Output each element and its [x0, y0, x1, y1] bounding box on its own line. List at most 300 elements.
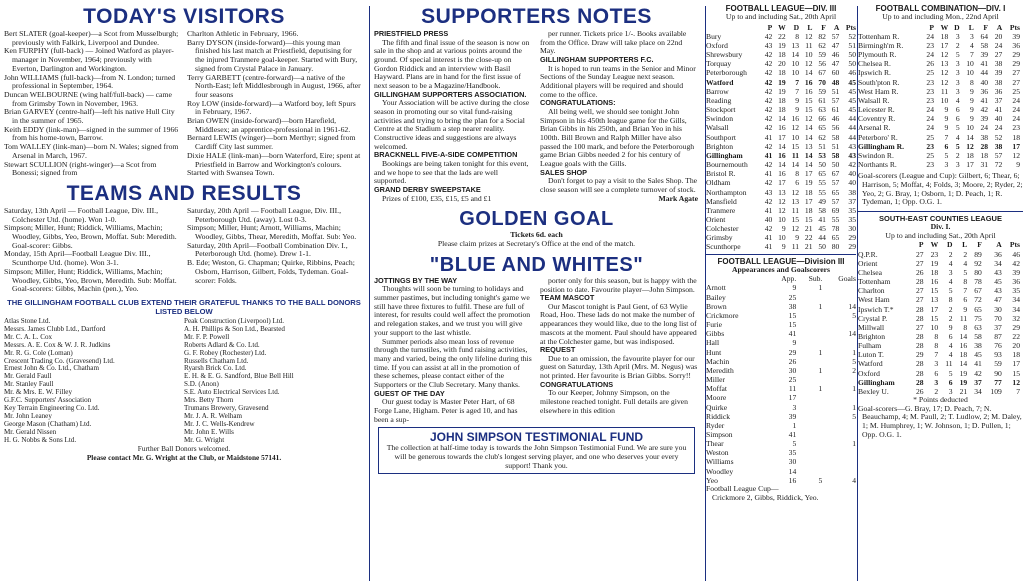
table-cell: 67 [831, 169, 840, 179]
table-cell: 10 [804, 50, 813, 60]
table-cell: 9 [944, 105, 949, 115]
table-cell: 34 [1012, 304, 1020, 314]
table-cell: 9 [970, 86, 974, 96]
table-col-header: W [930, 240, 939, 250]
table-cell: 13 [930, 295, 939, 305]
scorer-row [706, 329, 856, 338]
table-cell: 36 [1012, 277, 1020, 287]
scorer-cell [796, 320, 822, 329]
notes-signoff: Mark Agate [658, 193, 698, 203]
player-name: Woodley [706, 466, 734, 476]
table-row [706, 151, 856, 160]
table-cell: 26 [915, 267, 924, 277]
team-name: Brighton [858, 331, 886, 341]
table-row [706, 123, 856, 132]
table-cell: 67 [974, 286, 982, 296]
table-cell: 15 [791, 214, 800, 224]
table-cell: 38 [994, 59, 1003, 69]
table-cell: 109 [990, 386, 1002, 396]
table-row [706, 41, 856, 50]
table-cell: 29 [1012, 322, 1020, 332]
table-row [858, 78, 1020, 87]
table-cell: 7 [934, 350, 939, 360]
scorer-cell: 25 [788, 292, 797, 302]
table-row [858, 277, 1020, 286]
table-cell: 18 [930, 267, 939, 277]
section-label: GILLINGHAM SUPPORTERS ASSOCIATION. [374, 89, 527, 99]
donors-right [184, 318, 359, 445]
scorer-row [706, 338, 856, 347]
table-cell: 6 [795, 178, 800, 188]
table-cell: 9 [795, 95, 800, 105]
table-cell: 18 [778, 50, 786, 60]
table-cell: 49 [818, 196, 826, 206]
scorer-cell: 4 [852, 475, 856, 485]
table-cell: 78 [974, 277, 982, 287]
player-name: Moore [706, 393, 727, 403]
southeast-heading: SOUTH-EAST COUNTIES LEAGUE [879, 214, 1002, 224]
table-cell: 59 [994, 359, 1002, 369]
table-cell: 15 [804, 105, 813, 115]
team-name: Peterboro' R. [858, 132, 898, 142]
scorer-cell [796, 393, 822, 402]
scorer-row [706, 293, 856, 302]
table-cell: 14 [959, 359, 968, 369]
table-row [858, 359, 1020, 368]
table-cell: 63 [818, 105, 826, 115]
notes-col-1 [374, 30, 532, 203]
table-row [858, 314, 1020, 323]
table-cell: 9 [944, 123, 949, 133]
section-text: To our Keeper, Johnny Simpson, on the milestone reached tonight. Full details are given elsewhere in this edition [540, 388, 688, 415]
team-name: Fulham [858, 341, 882, 351]
table-cell: 25 [926, 132, 935, 142]
team-name: Bury [706, 31, 722, 41]
table-cell: 15 [804, 95, 813, 105]
scorer-cell: 29 [788, 347, 797, 357]
donor-name: S.E. Auto Electrical Services Ltd. [184, 388, 280, 397]
table-row [706, 188, 856, 197]
table-cell: 41 [764, 150, 773, 160]
table-cell: 6 [934, 368, 939, 378]
table-cell: 9 [944, 114, 949, 124]
table-cell: 41 [764, 132, 773, 142]
table-cell: 55 [818, 187, 826, 197]
table-cell: 44 [848, 123, 856, 133]
table-cell: 46 [831, 50, 840, 60]
scorer-cell [822, 448, 856, 457]
team-name: West Ham R. [858, 86, 899, 96]
donors-footer-1: Further Ball Donors welcomed. [137, 444, 231, 454]
table-cell: 90 [994, 368, 1002, 378]
table-row [858, 250, 1020, 259]
table-cell: 27 [994, 50, 1003, 60]
table-row [706, 96, 856, 105]
table-cell: 14 [804, 132, 813, 142]
table-cell: 67 [818, 68, 826, 78]
table-cell: 13 [791, 41, 800, 51]
table-cell: 59 [818, 50, 826, 60]
blue-col-1 [374, 277, 532, 425]
table-cell: 42 [974, 368, 982, 378]
column-1 [0, 0, 368, 462]
table-cell: 19 [959, 377, 968, 387]
table-cell: 92 [974, 258, 982, 268]
donor-name: Mr. Gerald Faull [4, 372, 52, 381]
table-cell: 42 [764, 160, 773, 170]
table-cell: 12 [791, 123, 800, 133]
table-cell: 65 [818, 123, 826, 133]
visitor-entry: Charlton Athletic in February, 1966. [187, 29, 299, 38]
donor-name: Messrs. James Clubb Ltd., Dartford [4, 324, 106, 333]
table-row [706, 50, 856, 59]
scorer-cell: 15 [788, 310, 797, 320]
table-cell: 16 [791, 114, 800, 124]
table-cell: 37 [994, 95, 1003, 105]
table-cell: 28 [915, 368, 924, 378]
team-name: Oldham [706, 178, 731, 188]
scorer-cell: 11 [788, 384, 797, 394]
scorer-cell [822, 320, 856, 329]
table-cell: 20 [778, 59, 786, 69]
table-row [858, 259, 1020, 268]
scorer-cell [822, 283, 856, 292]
table-cell: 27 [915, 295, 924, 305]
table-cell: 13 [940, 59, 949, 69]
player-name: Furie [706, 320, 723, 330]
table-cell: 17 [1012, 359, 1020, 369]
table-cell: 12 [791, 187, 800, 197]
table-cell: 19 [778, 41, 786, 51]
table-cell: 42 [764, 68, 773, 78]
table-cell: 10 [778, 214, 786, 224]
scorer-cell [796, 375, 822, 384]
team-name: Bournemouth [706, 160, 748, 170]
table-cell: 42 [764, 196, 773, 206]
scorers-col-sub: Sub. [808, 274, 823, 284]
table-cell: 12 [966, 141, 974, 151]
table-cell: 60 [831, 68, 840, 78]
table-cell: 10 [930, 322, 939, 332]
table-cell: 39 [1012, 31, 1020, 41]
donor-name: S.D. (Anon) [184, 380, 219, 389]
league-table-body [706, 32, 856, 252]
table-cell: 14 [778, 141, 786, 151]
table-cell: 28 [915, 277, 924, 287]
table-cell: 5 [948, 286, 953, 296]
table-cell: 18 [1012, 132, 1020, 142]
donor-name: Mr. John Leaney [4, 411, 52, 420]
visitor-entry: Roy LOW (inside-forward)—a Watford boy, left Spurs in February, 1967. [187, 98, 356, 117]
donor-name: Ryarsh Brick Co. Ltd. [184, 364, 247, 373]
table-cell: 12 [791, 224, 800, 234]
team-name: Ipswich T.* [858, 304, 894, 314]
team-name: Northampton [706, 187, 747, 197]
player-name: Williams [706, 457, 734, 467]
donor-name: Messrs. A. E. Cox & W. J. R. Judkins [4, 340, 111, 349]
table-cell: 8 [934, 331, 939, 341]
section-label: REQUEST [540, 345, 576, 355]
table-cell: 6 [955, 105, 960, 115]
table-cell: 12 [1012, 377, 1020, 387]
table-cell: 34 [994, 258, 1002, 268]
team-name: Charlton [858, 286, 885, 296]
table-cell: 9 [970, 95, 974, 105]
scorer-cell: 1 [818, 384, 823, 394]
table-cell: 57 [994, 150, 1003, 160]
table-cell: 3 [955, 77, 960, 87]
team-name: Orient [706, 214, 726, 224]
table-row [858, 114, 1020, 123]
team-name: Leicester R. [858, 105, 895, 115]
table-cell: 23 [926, 41, 935, 51]
visitor-entry: Stewart SCULLION (right-winger)—a Scot from Bonessi; signed from [4, 159, 157, 178]
result-entry: Simpson; Miller, Hunt; Arnott, Williams, Machin; Woodley, Gibbs, Thear, Meredith, Moffat. Sub: Yeo. [187, 223, 357, 242]
table-cell: 45 [848, 95, 856, 105]
table-col-header: F [983, 22, 989, 32]
section-text: The fifth and final issue of the season is now on sale in the shop and at various points around the ground. Of special interest is the close-up on Gordon Riddick and an interview with Basil Hayward. Plans are in hand for the first issue of next season to be a Magazine/Handbook. [374, 37, 530, 91]
table-cell: 51 [831, 141, 840, 151]
table-cell: 65 [818, 169, 826, 179]
table-cell: 21 [804, 242, 813, 252]
table-cell: 4 [963, 258, 968, 268]
table-cell: 89 [974, 249, 982, 259]
golden-tickets: Tickets 6d. each [510, 230, 563, 240]
table-row [858, 378, 1020, 387]
table-cell: 26 [915, 386, 924, 396]
table-cell: 80 [974, 267, 982, 277]
donor-name: Mr. Gerald Nissen [4, 427, 57, 436]
table-col-header: A [996, 240, 1002, 250]
teams-heading: TEAMS AND RESULTS [66, 181, 302, 205]
section-text: Thoughts will soon be turning to holidays and summer pastimes, but including tonight's game we still have three fixtures to fulfil. These are full of interest, for results could well affect the promotion and relegation stakes, and we trust you will give your support to the last whistle. [374, 284, 531, 337]
table-cell: 6 [963, 295, 968, 305]
table-cell: 11 [791, 205, 800, 215]
visitors-left [4, 30, 179, 178]
section-label: JOTTINGS BY THE WAY [374, 275, 458, 285]
table-cell: 19 [930, 258, 939, 268]
result-entry: Saturday, 13th April — Football League, Div. III., Colchester Utd. (home). Won 1-0. [4, 205, 159, 224]
combination-heading: FOOTBALL COMBINATION—DIV. I [875, 4, 1006, 13]
result-entry: Saturday, 20th April — Football League, Div. III., Peterborough Utd. (away). Lost 0-3. [187, 205, 342, 224]
team-name: South'pton R. [858, 77, 900, 87]
team-name: Oxford [706, 41, 728, 51]
scorer-cell: 1 [852, 402, 856, 412]
scorer-cell: 41 [788, 329, 797, 339]
southeast-scorers: Goal-scorers—G. Bray, 17; D. Peach, 7; N. Beauchamp, 4; M. Paull, 2; T. Ludlow, 2; M. Daley, 1; M. Humphrey, 1; W. Johnson, 1; D. Pullen, 1; Opp. O.G. 1. [858, 403, 1022, 439]
scorer-cell: 1 [792, 420, 797, 430]
scorer-cell: 5 [852, 356, 856, 366]
table-cell: 82 [818, 31, 826, 41]
table-cell: 43 [848, 141, 856, 151]
donor-name: Mr. R. G. Cole (Loman) [4, 348, 73, 357]
player-name: Yeo [706, 475, 718, 485]
table-cell: 23 [926, 95, 935, 105]
table-cell: 3 [970, 31, 974, 41]
table-cell: 41 [764, 233, 773, 243]
table-cell: 18 [778, 95, 786, 105]
table-row [858, 68, 1020, 77]
player-name: Ryder [706, 420, 725, 430]
blue-col-2 [540, 277, 698, 425]
team-name: Orient [858, 258, 878, 268]
result-entry: Monday, 15th April—Football League Div. III., Scunthorpe Utd. (home). Won 3-1. [4, 249, 151, 268]
table-cell: 14 [778, 160, 786, 170]
combination-scorers: Goal-scorers (League and Cup): Gilbert, 6; Thear, 6; Harrison, 5; Moffat, 4; Folds, 3; Moore, 2; Ryder, 2; Yeo, 2; G. Bray, 1; Osborn, 1; D. Peach, 1; R. Tydeman, 1; Opp. O.G. 1. [858, 171, 1023, 207]
table-cell: 18 [940, 31, 949, 41]
section-text: All being well, we should see tonight John Simpson in his 450th league game for the Gills, Brian Gibbs in his 250th, and Brian Yeo in his 100th. Bill Brown and Ralph Miller have also passed the 100 mark, and before the Peterborough game Brian Gibbs needed 2 for his century of League goals with the Gills. [540, 106, 695, 169]
table-cell: 23 [926, 77, 935, 87]
table-cell: 16 [804, 77, 813, 87]
table-cell: 29 [1012, 59, 1020, 69]
table-cell: 12 [804, 31, 813, 41]
donor-name: Mr. J. C. Wells-Kendrew [184, 419, 255, 428]
scorers-table-body [706, 283, 856, 484]
scorer-row [706, 320, 856, 329]
table-cell: 6 [948, 331, 953, 341]
section-text: porter only for this season, but is happy with the position to date. Favourite player—John Simpson. [540, 275, 697, 294]
table-row [858, 133, 1020, 142]
table-cell: 42 [764, 86, 773, 96]
section-label: SALES SHOP [540, 167, 588, 177]
table-cell: 50 [818, 242, 826, 252]
donors-footer [0, 445, 368, 462]
table-cell: 50 [848, 59, 856, 69]
visitor-entry: Ken FURPHY (full-back) — Joined Watford as player-manager in November, 1964; previously with Everton, Darlington and Workington. [4, 46, 174, 73]
player-name: Riddick [706, 411, 731, 421]
team-name: Southport [706, 132, 736, 142]
result-entry: B. Ede; Weston, G. Chapman; Quirke, Ribbins, Peach; Osborn, Harrison, Gilbert, Folds, Tydeman. Goal-scorer: Folds. [187, 258, 355, 285]
table-cell: 8 [963, 322, 968, 332]
table-cell: 10 [966, 59, 974, 69]
table-cell: 69 [831, 205, 840, 215]
table-col-header: D [954, 22, 960, 32]
column-3 [706, 0, 856, 502]
donor-name: Trumans Brewery, Gravesend [184, 403, 269, 412]
scorers-col-goals: Goals [838, 274, 856, 284]
scorer-cell: 1 [818, 365, 823, 375]
table-cell: 3 [948, 386, 953, 396]
table-col-header: A [996, 22, 1003, 32]
table-col-header: F [821, 22, 826, 32]
table-cell: 26 [926, 59, 935, 69]
table-row [858, 350, 1020, 359]
table-row [706, 169, 856, 178]
table-cell: 17 [804, 169, 813, 179]
team-name: Luton T. [858, 350, 884, 360]
table-cell: 35 [848, 214, 856, 224]
table-cell: 76 [994, 341, 1002, 351]
table-row [858, 41, 1020, 50]
table-row [858, 295, 1020, 304]
table-row [706, 197, 856, 206]
scorer-cell [796, 448, 822, 457]
table-cell: 15 [1012, 368, 1020, 378]
table-cell: 43 [994, 286, 1002, 296]
table-cell: 30 [848, 224, 856, 234]
table-header-blank [706, 23, 759, 32]
scorer-cell: 1 [818, 301, 823, 311]
table-cell: 42 [848, 160, 856, 170]
table-cell: 14 [804, 68, 813, 78]
table-cell: 35 [848, 205, 856, 215]
table-cell: 11 [805, 41, 813, 51]
scorer-cell: 5 [852, 310, 856, 320]
table-cell: 24 [1012, 105, 1020, 115]
visitors-heading: TODAY'S VISITORS [83, 5, 285, 28]
table-cell: 59 [818, 86, 826, 96]
table-cell: 11 [959, 313, 968, 323]
player-name: Machin [706, 356, 730, 366]
table-cell: 39 [980, 114, 989, 124]
table-row [706, 87, 856, 96]
table-cell: 7 [944, 132, 949, 142]
table-cell: 23 [926, 141, 935, 151]
table-cell: 17 [778, 178, 786, 188]
scorer-cell [796, 357, 822, 366]
team-name: Arsenal R. [858, 123, 891, 133]
table-cell: 29 [848, 242, 856, 252]
table-cell: 42 [764, 178, 773, 188]
table-cell: 61 [818, 95, 826, 105]
result-entry: Simpson; Miller, Hunt; Riddick, Williams, Machin; Woodley, Gibbs, Yeo, Brown, Moffat. Sub: Meredith. Goal-scorer: Gibbs. [4, 223, 177, 250]
scorer-row [706, 375, 856, 384]
table-cell: 27 [1012, 77, 1020, 87]
team-name: Stockport [706, 105, 736, 115]
section-label: CONGRATULATIONS: [540, 98, 616, 108]
table-cell: 40 [980, 77, 989, 87]
scorer-cell: 1 [852, 439, 856, 449]
player-name: Moffat [706, 384, 727, 394]
table-cell: 23 [926, 86, 935, 96]
table-cell: 18 [959, 350, 968, 360]
table-cell: 43 [764, 187, 773, 197]
table-cell: 17 [804, 196, 813, 206]
team-name: Millwall [858, 322, 885, 332]
donor-name: Key Terrain Engineering Co. Ltd. [4, 403, 100, 412]
table-cell: 58 [831, 150, 840, 160]
table-cell: 17 [940, 41, 949, 51]
table-cell: 65 [831, 233, 840, 243]
table-cell: 22 [804, 233, 813, 243]
donor-name: A. H. Phillips & Son Ltd., Bearsted [184, 324, 285, 333]
table-row [706, 32, 856, 41]
scorer-cell [796, 412, 822, 421]
table-cell: 16 [930, 277, 939, 287]
table-cell: 41 [994, 105, 1003, 115]
table-row [706, 114, 856, 123]
table-cell: 78 [831, 224, 840, 234]
table-cell: 87 [994, 331, 1002, 341]
scorer-cell [796, 293, 822, 302]
table-cell: 62 [818, 132, 826, 142]
league-table [706, 23, 856, 252]
team-name: Peterborough [706, 68, 747, 78]
league-subheading: Up to and including Sat., 20th April [725, 12, 837, 21]
scorer-cell: 35 [788, 448, 797, 458]
cup-label: Football League Cup— [706, 483, 779, 493]
table-cell: 22 [1012, 331, 1020, 341]
team-name: Oxford [858, 368, 880, 378]
table-col-header: L [962, 240, 968, 250]
table-cell: 72 [994, 160, 1003, 170]
table-cell: 2 [948, 313, 953, 323]
table-col-header: D [947, 240, 953, 250]
donor-name: Mr. G. Wright [184, 435, 225, 444]
table-cell: 24 [994, 123, 1003, 133]
scorers-subheading: Appearances and Goalscorers [731, 264, 831, 274]
table-cell: 39 [980, 50, 989, 60]
